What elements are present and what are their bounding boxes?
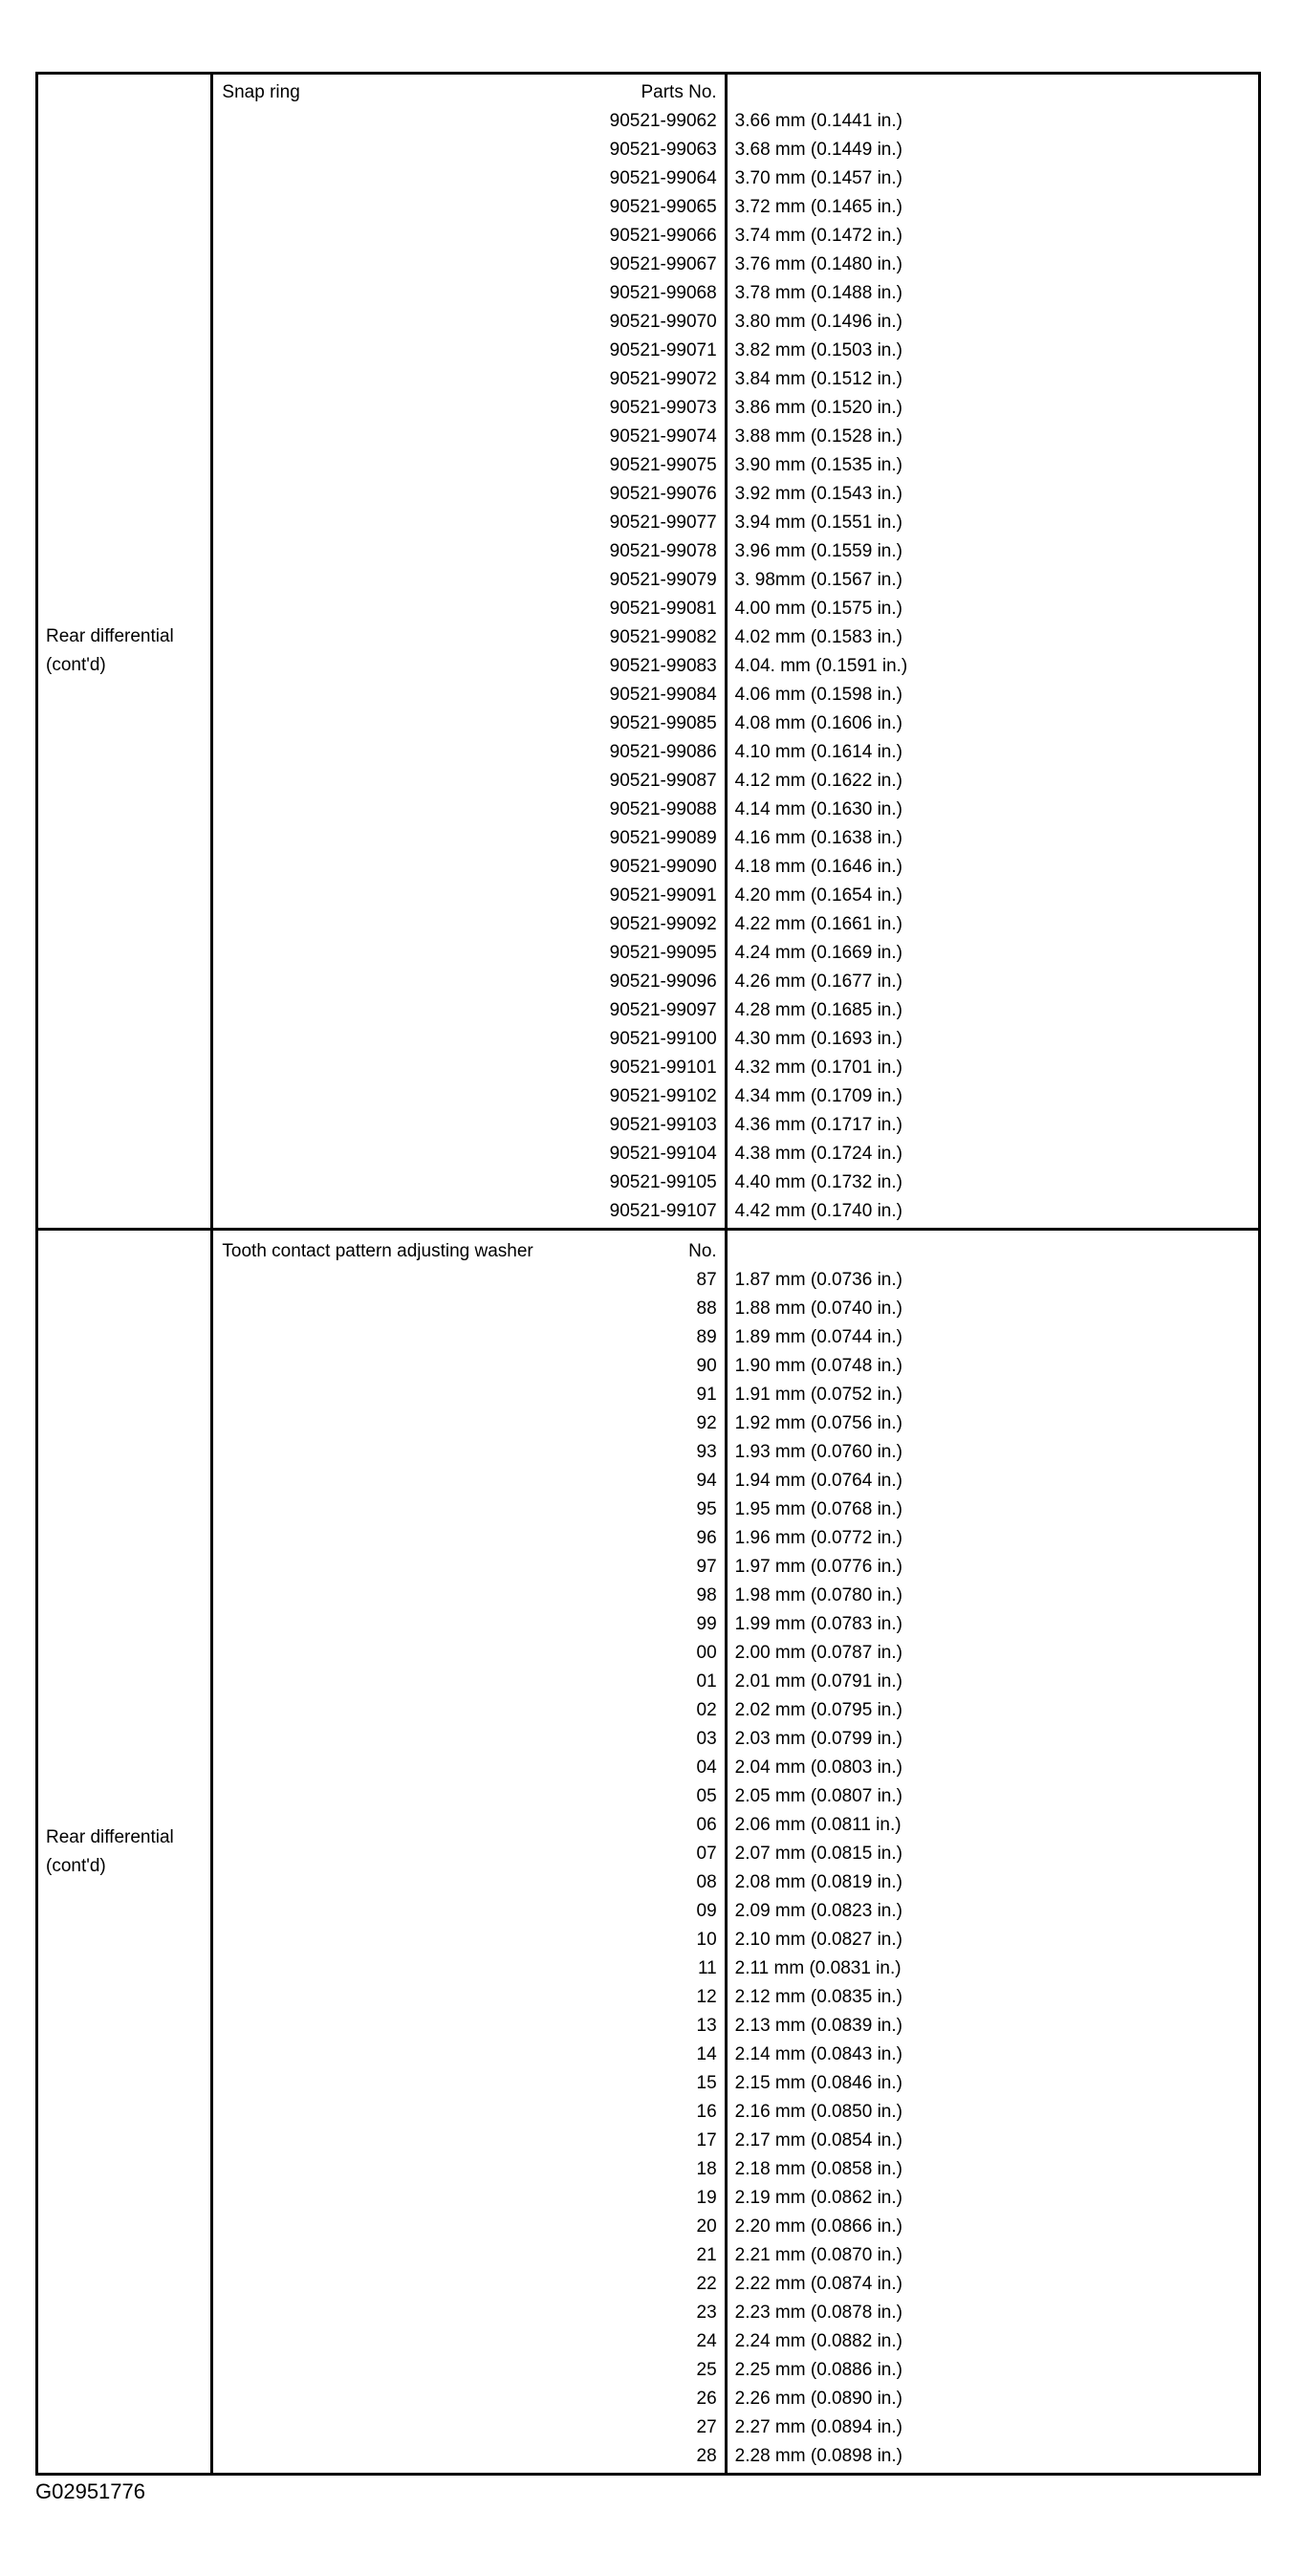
size-value: 3. 98mm (0.1567 in.) bbox=[734, 570, 902, 590]
item-header-row bbox=[213, 78, 724, 107]
size-value: 3.82 mm (0.1503 in.) bbox=[734, 340, 902, 360]
section-snap-ring bbox=[37, 74, 1260, 1230]
size-value: 2.06 mm (0.0811 in.) bbox=[734, 1815, 902, 1835]
part-number: 22 bbox=[696, 2274, 717, 2294]
washer-number-list bbox=[213, 1231, 724, 2473]
size-value: 2.15 mm (0.0846 in.) bbox=[734, 2073, 902, 2093]
part-number: 90521-99084 bbox=[609, 685, 717, 705]
size-value: 1.87 mm (0.0736 in.) bbox=[734, 1270, 902, 1290]
part-number: 06 bbox=[696, 1815, 717, 1835]
part-number: 90521-99102 bbox=[609, 1086, 717, 1106]
size-value: 4.26 mm (0.1677 in.) bbox=[734, 971, 902, 992]
size-value: 3.78 mm (0.1488 in.) bbox=[734, 283, 902, 303]
part-number: 90521-99062 bbox=[609, 111, 717, 131]
size-value: 1.98 mm (0.0780 in.) bbox=[734, 1585, 902, 1605]
size-value: 3.80 mm (0.1496 in.) bbox=[734, 312, 902, 332]
part-number: 90521-99070 bbox=[609, 312, 717, 332]
size-value: 2.18 mm (0.0858 in.) bbox=[734, 2159, 902, 2179]
part-number: 13 bbox=[696, 2016, 717, 2036]
part-number: 90521-99073 bbox=[609, 398, 717, 418]
section-adjusting-washer bbox=[37, 1230, 1260, 2475]
part-number: 95 bbox=[696, 1499, 717, 1519]
part-number: 00 bbox=[696, 1643, 717, 1663]
part-number: 90521-99086 bbox=[609, 742, 717, 762]
size-value-cell bbox=[726, 74, 1259, 1230]
size-value: 3.86 mm (0.1520 in.) bbox=[734, 398, 902, 418]
size-value: 3.84 mm (0.1512 in.) bbox=[734, 369, 902, 389]
part-number: 90521-99092 bbox=[609, 914, 717, 934]
size-value: 3.66 mm (0.1441 in.) bbox=[734, 111, 902, 131]
value-header-spacer bbox=[728, 1237, 1258, 1266]
figure-id: G02951776 bbox=[35, 2479, 145, 2503]
part-number: 93 bbox=[696, 1442, 717, 1462]
size-value: 3.90 mm (0.1535 in.) bbox=[734, 455, 902, 475]
part-number: 90521-99089 bbox=[609, 828, 717, 848]
part-number: 90521-99068 bbox=[609, 283, 717, 303]
size-value: 2.09 mm (0.0823 in.) bbox=[734, 1901, 902, 1921]
size-value: 1.89 mm (0.0744 in.) bbox=[734, 1327, 902, 1347]
size-value-list bbox=[728, 75, 1258, 1228]
size-value: 3.76 mm (0.1480 in.) bbox=[734, 254, 902, 274]
part-number: 20 bbox=[696, 2216, 717, 2237]
part-number: 25 bbox=[696, 2360, 717, 2380]
size-value: 1.93 mm (0.0760 in.) bbox=[734, 1442, 902, 1462]
part-number: 90521-99103 bbox=[609, 1115, 717, 1135]
part-number: 09 bbox=[696, 1901, 717, 1921]
part-number: 21 bbox=[696, 2245, 717, 2265]
size-value: 1.99 mm (0.0783 in.) bbox=[734, 1614, 902, 1634]
part-number: 90521-99104 bbox=[609, 1144, 717, 1164]
size-value: 4.10 mm (0.1614 in.) bbox=[734, 742, 902, 762]
part-number: 99 bbox=[696, 1614, 717, 1634]
part-number: 26 bbox=[696, 2389, 717, 2409]
part-number: 90521-99072 bbox=[609, 369, 717, 389]
parts-number-list bbox=[213, 75, 724, 1228]
size-value: 2.24 mm (0.0882 in.) bbox=[734, 2331, 902, 2351]
part-number: 05 bbox=[696, 1786, 717, 1806]
part-number: 03 bbox=[696, 1729, 717, 1749]
part-number: 90521-99087 bbox=[609, 771, 717, 791]
specification-table bbox=[35, 72, 1261, 2476]
part-number: 16 bbox=[696, 2102, 717, 2122]
part-number: 90521-99100 bbox=[609, 1029, 717, 1049]
size-value: 3.88 mm (0.1528 in.) bbox=[734, 426, 902, 447]
size-value: 2.16 mm (0.0850 in.) bbox=[734, 2102, 902, 2122]
size-value-cell bbox=[726, 1230, 1259, 2475]
part-number: 10 bbox=[696, 1930, 717, 1950]
size-value: 2.23 mm (0.0878 in.) bbox=[734, 2303, 902, 2323]
size-value: 2.07 mm (0.0815 in.) bbox=[734, 1844, 902, 1864]
size-value: 2.13 mm (0.0839 in.) bbox=[734, 2016, 902, 2036]
number-header: No. bbox=[688, 1241, 717, 1261]
component-cell bbox=[37, 1230, 212, 2475]
part-number: 90521-99091 bbox=[609, 885, 717, 906]
size-value: 4.08 mm (0.1606 in.) bbox=[734, 713, 902, 733]
size-value: 1.94 mm (0.0764 in.) bbox=[734, 1471, 902, 1491]
size-value: 2.01 mm (0.0791 in.) bbox=[734, 1671, 902, 1692]
part-number: 90521-99065 bbox=[609, 197, 717, 217]
part-number: 27 bbox=[696, 2417, 717, 2437]
size-value: 3.74 mm (0.1472 in.) bbox=[734, 226, 902, 246]
size-value: 2.25 mm (0.0886 in.) bbox=[734, 2360, 902, 2380]
size-value: 1.97 mm (0.0776 in.) bbox=[734, 1557, 902, 1577]
size-value: 3.92 mm (0.1543 in.) bbox=[734, 484, 902, 504]
part-number: 88 bbox=[696, 1299, 717, 1319]
size-value: 2.02 mm (0.0795 in.) bbox=[734, 1700, 902, 1720]
part-number: 18 bbox=[696, 2159, 717, 2179]
part-number: 94 bbox=[696, 1471, 717, 1491]
part-number: 02 bbox=[696, 1700, 717, 1720]
part-number: 12 bbox=[696, 1987, 717, 2007]
part-number: 04 bbox=[696, 1757, 717, 1778]
part-number: 90521-99066 bbox=[609, 226, 717, 246]
part-number: 87 bbox=[696, 1270, 717, 1290]
part-number: 08 bbox=[696, 1872, 717, 1892]
part-number: 90521-99067 bbox=[609, 254, 717, 274]
size-value: 3.94 mm (0.1551 in.) bbox=[734, 513, 902, 533]
item-label: Snap ring bbox=[222, 82, 300, 102]
size-value: 1.88 mm (0.0740 in.) bbox=[734, 1299, 902, 1319]
size-value: 3.70 mm (0.1457 in.) bbox=[734, 168, 902, 188]
size-value: 3.72 mm (0.1465 in.) bbox=[734, 197, 902, 217]
size-value: 2.27 mm (0.0894 in.) bbox=[734, 2417, 902, 2437]
size-value: 4.20 mm (0.1654 in.) bbox=[734, 885, 902, 906]
part-number: 28 bbox=[696, 2446, 717, 2466]
size-value: 2.08 mm (0.0819 in.) bbox=[734, 1872, 902, 1892]
size-value: 4.06 mm (0.1598 in.) bbox=[734, 685, 902, 705]
size-value: 1.92 mm (0.0756 in.) bbox=[734, 1413, 902, 1433]
part-number: 90521-99088 bbox=[609, 799, 717, 819]
size-value: 2.19 mm (0.0862 in.) bbox=[734, 2188, 902, 2208]
part-number: 90521-99076 bbox=[609, 484, 717, 504]
size-value: 2.03 mm (0.0799 in.) bbox=[734, 1729, 902, 1749]
part-number: 89 bbox=[696, 1327, 717, 1347]
size-value: 4.02 mm (0.1583 in.) bbox=[734, 627, 902, 647]
component-cell bbox=[37, 74, 212, 1230]
part-number: 90 bbox=[696, 1356, 717, 1376]
part-number: 90521-99083 bbox=[609, 656, 717, 676]
part-number: 11 bbox=[697, 1958, 717, 1978]
size-value: 4.36 mm (0.1717 in.) bbox=[734, 1115, 902, 1135]
size-value: 2.21 mm (0.0870 in.) bbox=[734, 2245, 902, 2265]
part-number: 90521-99071 bbox=[609, 340, 717, 360]
part-number: 17 bbox=[696, 2130, 717, 2150]
size-value: 4.34 mm (0.1709 in.) bbox=[734, 1086, 902, 1106]
size-value: 4.04. mm (0.1591 in.) bbox=[734, 656, 908, 676]
part-number: 23 bbox=[696, 2303, 717, 2323]
size-value: 2.05 mm (0.0807 in.) bbox=[734, 1786, 902, 1806]
part-number: 90521-99085 bbox=[609, 713, 717, 733]
part-number: 97 bbox=[696, 1557, 717, 1577]
size-value: 4.32 mm (0.1701 in.) bbox=[734, 1058, 902, 1078]
size-value: 2.14 mm (0.0843 in.) bbox=[734, 2044, 902, 2064]
size-value: 4.00 mm (0.1575 in.) bbox=[734, 599, 902, 619]
size-value: 2.00 mm (0.0787 in.) bbox=[734, 1643, 902, 1663]
size-value: 4.42 mm (0.1740 in.) bbox=[734, 1201, 902, 1221]
washer-number-cell bbox=[212, 1230, 726, 2475]
size-value: 4.12 mm (0.1622 in.) bbox=[734, 771, 902, 791]
size-value: 4.22 mm (0.1661 in.) bbox=[734, 914, 902, 934]
size-value: 4.16 mm (0.1638 in.) bbox=[734, 828, 902, 848]
size-value-list bbox=[728, 1231, 1258, 2473]
part-number: 91 bbox=[696, 1385, 717, 1405]
number-header: Parts No. bbox=[641, 82, 717, 102]
parts-number-cell bbox=[212, 74, 726, 1230]
size-value: 4.14 mm (0.1630 in.) bbox=[734, 799, 902, 819]
component-label: Rear differential (cont'd) bbox=[46, 1826, 174, 1876]
size-value: 4.28 mm (0.1685 in.) bbox=[734, 1000, 902, 1020]
part-number: 90521-99075 bbox=[609, 455, 717, 475]
size-value: 2.10 mm (0.0827 in.) bbox=[734, 1930, 902, 1950]
part-number: 15 bbox=[696, 2073, 717, 2093]
size-value: 2.28 mm (0.0898 in.) bbox=[734, 2446, 902, 2466]
part-number: 90521-99081 bbox=[609, 599, 717, 619]
size-value: 1.95 mm (0.0768 in.) bbox=[734, 1499, 902, 1519]
part-number: 90521-99090 bbox=[609, 857, 717, 877]
part-number: 19 bbox=[696, 2188, 717, 2208]
size-value: 2.11 mm (0.0831 in.) bbox=[734, 1958, 902, 1978]
size-value: 3.68 mm (0.1449 in.) bbox=[734, 140, 902, 160]
part-number: 98 bbox=[696, 1585, 717, 1605]
part-number: 90521-99078 bbox=[609, 541, 717, 561]
size-value: 1.90 mm (0.0748 in.) bbox=[734, 1356, 902, 1376]
size-value: 4.24 mm (0.1669 in.) bbox=[734, 943, 902, 963]
part-number: 90521-99097 bbox=[609, 1000, 717, 1020]
item-header-row bbox=[213, 1237, 724, 1266]
size-value: 2.22 mm (0.0874 in.) bbox=[734, 2274, 902, 2294]
size-value: 4.40 mm (0.1732 in.) bbox=[734, 1172, 902, 1192]
part-number: 90521-99077 bbox=[609, 513, 717, 533]
part-number: 90521-99063 bbox=[609, 140, 717, 160]
part-number: 90521-99096 bbox=[609, 971, 717, 992]
part-number: 90521-99107 bbox=[609, 1201, 717, 1221]
part-number: 90521-99082 bbox=[609, 627, 717, 647]
part-number: 90521-99074 bbox=[609, 426, 717, 447]
part-number: 90521-99101 bbox=[609, 1058, 717, 1078]
part-number: 01 bbox=[696, 1671, 717, 1692]
part-number: 90521-99095 bbox=[609, 943, 717, 963]
item-label: Tooth contact pattern adjusting washer bbox=[222, 1241, 533, 1261]
size-value: 2.12 mm (0.0835 in.) bbox=[734, 1987, 902, 2007]
size-value: 2.26 mm (0.0890 in.) bbox=[734, 2389, 902, 2409]
value-header-spacer bbox=[728, 78, 1258, 107]
part-number: 96 bbox=[696, 1528, 717, 1548]
part-number: 90521-99105 bbox=[609, 1172, 717, 1192]
size-value: 2.04 mm (0.0803 in.) bbox=[734, 1757, 902, 1778]
size-value: 4.38 mm (0.1724 in.) bbox=[734, 1144, 902, 1164]
size-value: 4.30 mm (0.1693 in.) bbox=[734, 1029, 902, 1049]
size-value: 2.17 mm (0.0854 in.) bbox=[734, 2130, 902, 2150]
part-number: 90521-99079 bbox=[609, 570, 717, 590]
part-number: 07 bbox=[696, 1844, 717, 1864]
part-number: 92 bbox=[696, 1413, 717, 1433]
part-number: 90521-99064 bbox=[609, 168, 717, 188]
size-value: 1.96 mm (0.0772 in.) bbox=[734, 1528, 902, 1548]
size-value: 2.20 mm (0.0866 in.) bbox=[734, 2216, 902, 2237]
part-number: 14 bbox=[696, 2044, 717, 2064]
size-value: 3.96 mm (0.1559 in.) bbox=[734, 541, 902, 561]
size-value: 4.18 mm (0.1646 in.) bbox=[734, 857, 902, 877]
component-label: Rear differential (cont'd) bbox=[46, 626, 174, 675]
size-value: 1.91 mm (0.0752 in.) bbox=[734, 1385, 902, 1405]
part-number: 24 bbox=[696, 2331, 717, 2351]
